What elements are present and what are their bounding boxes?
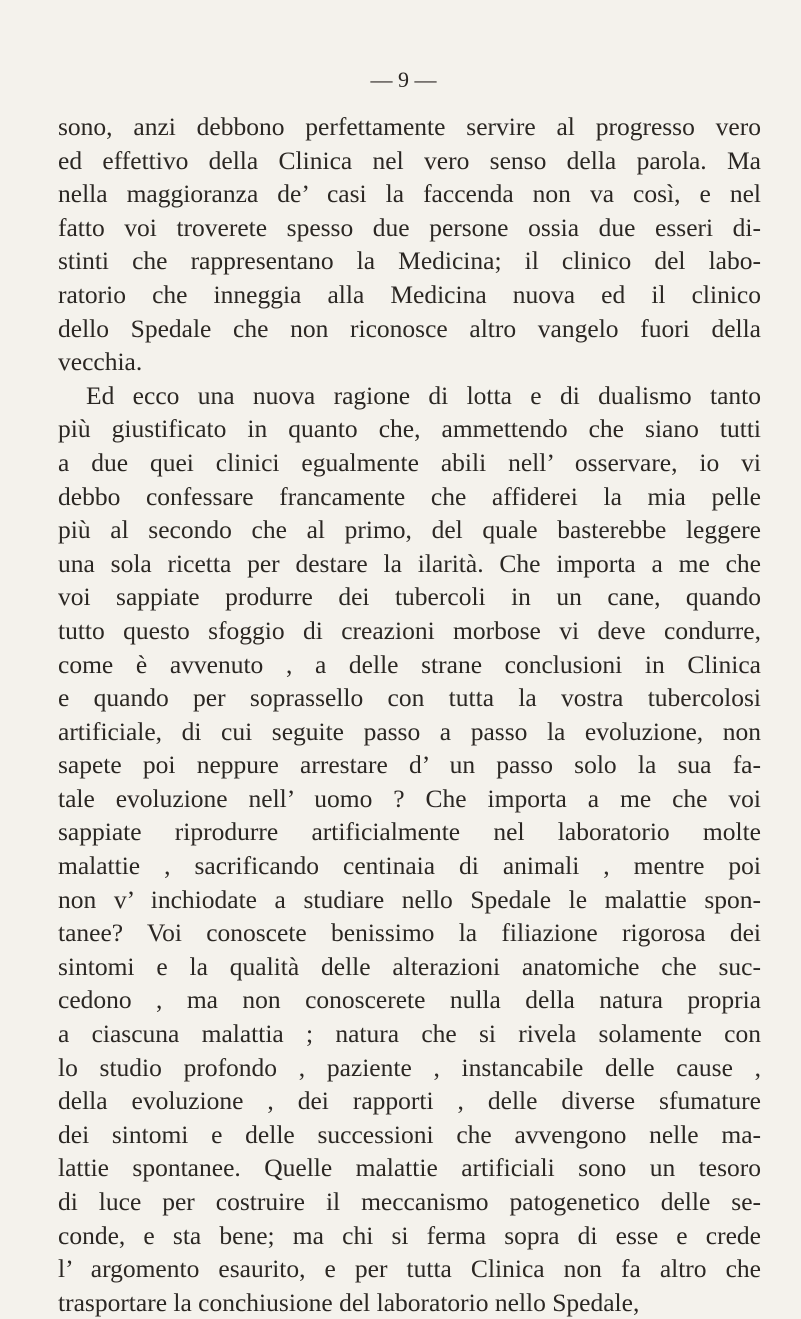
text-line: lo studio profondo , paziente , instancabile delle cause ,: [58, 1052, 761, 1082]
text-line: dei sintomi e delle successioni che avvengono nelle ma-: [58, 1119, 761, 1149]
text-line: tale evoluzione nell’ uomo ? Che importa a me che voi: [58, 783, 761, 813]
text-line: sintomi e la qualità delle alterazioni anatomiche che suc-: [58, 951, 761, 981]
text-line: Ed ecco una nuova ragione di lotta e di dualismo tanto: [86, 380, 761, 410]
text-line: nella maggioranza de’ casi la faccenda non va così, e nel: [58, 179, 761, 209]
text-line: come è avvenuto , a delle strane conclusioni in Clinica: [58, 649, 761, 679]
text-line: a due quei clinici egualmente abili nell’ osservare, io vi: [58, 447, 761, 477]
text-line: non v’ inchiodate a studiare nello Spedale le malattie spon-: [58, 884, 761, 914]
text-line: tanee? Voi conoscete benissimo la filiazione rigorosa dei: [58, 918, 761, 948]
text-line: più al secondo che al primo, del quale basterebbe leggere: [58, 515, 761, 545]
text-line: lattie spontanee. Quelle malattie artificiali sono un tesoro: [58, 1153, 761, 1183]
text-line: sapete poi neppure arrestare d’ un passo solo la sua fa-: [58, 750, 761, 780]
paragraph-1: [58, 110, 761, 379]
text-line: l’ argomento esaurito, e per tutta Clinica non fa altro che: [58, 1254, 761, 1284]
text-line: voi sappiate produrre dei tubercoli in un cane, quando: [58, 582, 761, 612]
text-line: debbo confessare francamente che affiderei la mia pelle: [58, 481, 761, 511]
text-line: più giustificato in quanto che, ammettendo che siano tutti: [58, 414, 761, 444]
body-text: [58, 110, 761, 1319]
text-line: vecchia.: [58, 347, 143, 377]
text-line: sappiate riprodurre artificialmente nel laboratorio molte: [58, 817, 761, 847]
text-line: della evoluzione , dei rapporti , delle diverse sfumature: [58, 1086, 761, 1116]
text-line: trasportare la conchiusione del laboratorio nello Spedale,: [58, 1287, 640, 1317]
text-line: di luce per costruire il meccanismo patogenetico delle se-: [58, 1187, 761, 1216]
text-line: a ciascuna malattia ; natura che si rivela solamente con: [58, 1019, 761, 1049]
text-line: malattie , sacrificando centinaia di animali , mentre poi: [58, 851, 761, 881]
paragraph-2: [58, 379, 761, 1319]
text-line: dello Spedale che non riconosce altro vangelo fuori della: [58, 313, 761, 343]
text-line: tutto questo sfoggio di creazioni morbose vi deve condurre,: [58, 615, 761, 645]
text-line: ed effettivo della Clinica nel vero senso della parola. Ma: [58, 145, 761, 175]
text-line: e quando per soprassello con tutta la vostra tubercolosi: [58, 683, 761, 713]
text-line: cedono , ma non conoscerete nulla della natura propria: [58, 985, 761, 1015]
page-number: — 9 —: [370, 67, 437, 92]
text-line: sono, anzi debbono perfettamente servire al progresso vero: [58, 112, 761, 141]
text-line: conde, e sta bene; ma chi si ferma sopra di esse e crede: [58, 1220, 761, 1250]
text-line: ratorio che inneggia alla Medicina nuova ed il clinico: [58, 279, 761, 309]
text-line: stinti che rappresentano la Medicina; il clinico del labo-: [58, 246, 761, 276]
text-line: una sola ricetta per destare la ilarità. Che importa a me che: [58, 548, 761, 578]
text-line: fatto voi troverete spesso due persone ossia due esseri di-: [58, 212, 761, 242]
text-line: artificiale, di cui seguite passo a passo la evoluzione, non: [58, 716, 761, 746]
